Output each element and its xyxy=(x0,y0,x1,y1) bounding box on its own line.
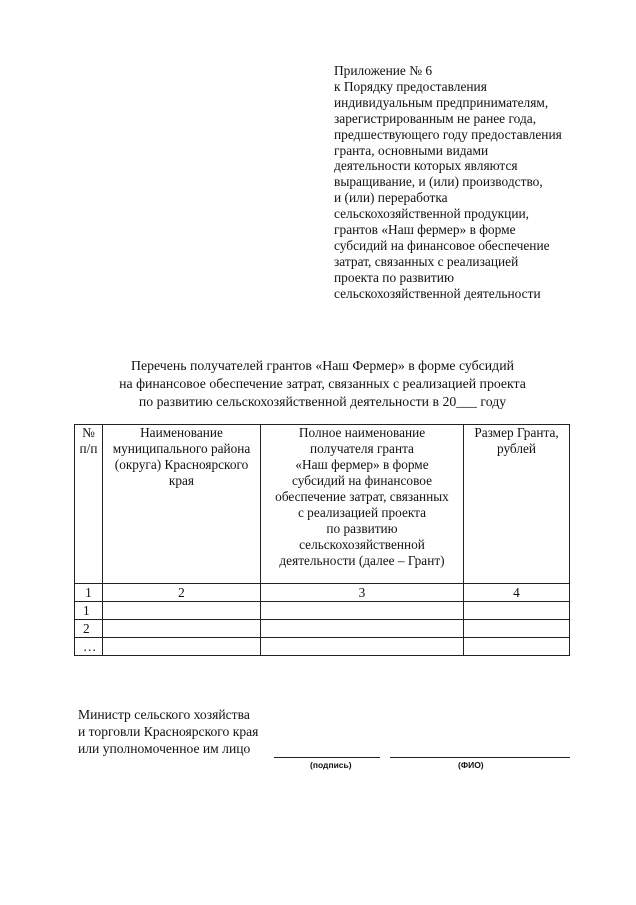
signature-block xyxy=(78,706,598,757)
name-underline xyxy=(390,757,570,758)
table-row xyxy=(75,620,570,638)
table-cell xyxy=(103,602,261,620)
appendix-line: предшествующего году предоставления xyxy=(334,126,562,142)
appendix-line: проекта по развитию xyxy=(334,269,454,285)
title-line: Перечень получателей грантов «Наш Фермер» в форме субсидий xyxy=(131,358,514,373)
appendix-line: субсидий на финансовое обеспечение xyxy=(334,237,550,253)
name-caption: (ФИО) xyxy=(458,760,484,770)
signature-underline xyxy=(274,757,380,758)
appendix-line: деятельности которых являются xyxy=(334,158,518,174)
appendix-line: к Порядку предоставления xyxy=(334,78,487,94)
table-cell: … xyxy=(75,638,103,656)
table-cell xyxy=(103,620,261,638)
table-cell xyxy=(103,638,261,656)
table-header-row xyxy=(75,425,570,584)
column-number-row xyxy=(75,584,570,602)
table-cell: 2 xyxy=(75,620,103,638)
table-row xyxy=(75,602,570,620)
appendix-line: зарегистрированным не ранее года, xyxy=(334,110,537,126)
appendix-line: грантов «Наш фермер» в форме xyxy=(334,222,516,238)
signature-line-text: и торговли Красноярского края xyxy=(78,724,259,739)
table-cell: 1 xyxy=(75,602,103,620)
table-cell xyxy=(464,638,570,656)
header-district: Наименование муниципального района (округа) Красноярского края xyxy=(103,425,261,584)
document-title xyxy=(76,357,569,411)
signature-line-text: или уполномоченное им лицо xyxy=(78,741,251,756)
appendix-line: затрат, связанных с реализацией xyxy=(334,253,519,269)
column-number: 3 xyxy=(261,584,464,602)
title-line: на финансовое обеспечение затрат, связанных с реализацией проекта xyxy=(119,376,526,391)
table-cell xyxy=(261,602,464,620)
signature-caption: (подпись) xyxy=(310,760,352,770)
appendix-line: гранта, основными видами xyxy=(334,142,489,158)
table-cell xyxy=(261,620,464,638)
table-row xyxy=(75,638,570,656)
header-grant-amount: Размер Гранта, рублей xyxy=(464,425,570,584)
grants-table xyxy=(74,424,570,656)
column-number: 4 xyxy=(464,584,570,602)
appendix-line: сельскохозяйственной продукции, xyxy=(334,206,530,222)
table-cell xyxy=(464,602,570,620)
appendix-line: и (или) переработка xyxy=(334,190,448,206)
header-number: № п/п xyxy=(75,425,103,584)
column-number: 2 xyxy=(103,584,261,602)
column-number: 1 xyxy=(75,584,103,602)
appendix-line: выращивание, и (или) производство, xyxy=(334,174,543,190)
appendix-line: индивидуальным предпринимателям, xyxy=(334,94,549,110)
header-recipient: Полное наименование получателя гранта «Наш фермер» в форме субсидий на финансовое обеспечение затрат, связанных с реализацией проекта по развитию сельскохозяйственной деятельности (далее – Грант) xyxy=(261,425,464,584)
table-cell xyxy=(261,638,464,656)
title-line: по развитию сельскохозяйственной деятельности в 20___ году xyxy=(138,394,507,409)
appendix-note xyxy=(334,63,624,302)
table-cell xyxy=(464,620,570,638)
appendix-line: Приложение № 6 xyxy=(334,63,433,78)
appendix-line: сельскохозяйственной деятельности xyxy=(334,285,541,301)
signature-line-text: Министр сельского хозяйства xyxy=(78,707,250,722)
